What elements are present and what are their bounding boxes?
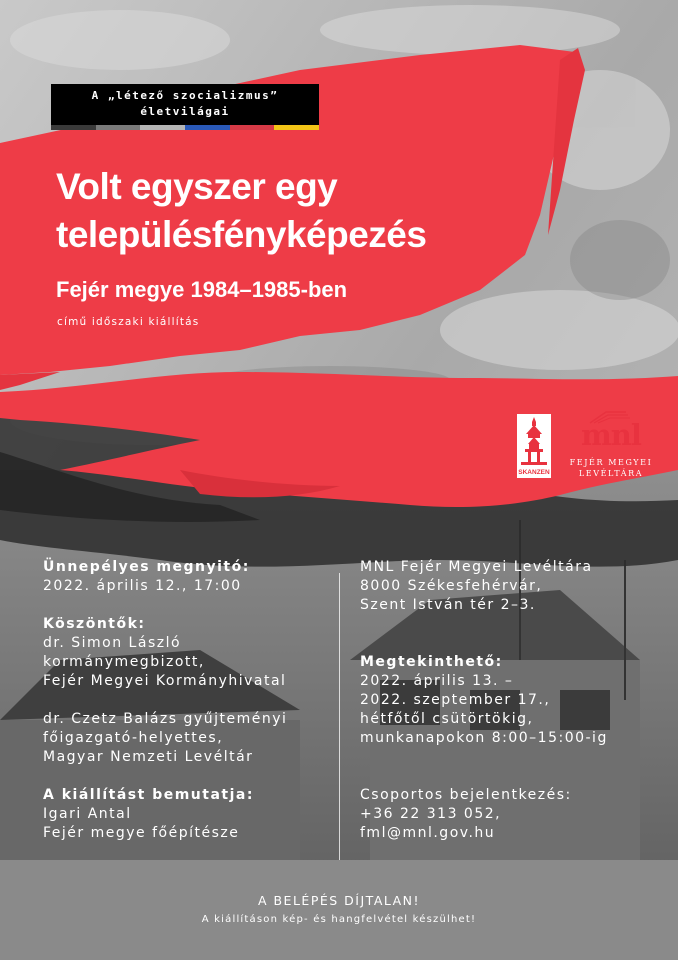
- column-divider: [339, 573, 340, 860]
- presenter-heading: A kiállítást bemutatja:: [43, 787, 254, 803]
- greeter1-line: Fejér Megyei Kormányhivatal: [43, 673, 287, 689]
- series-badge-line2: életvilágai: [140, 105, 230, 118]
- mnl-sub-line1: FEJÉR MEGYEI: [569, 458, 653, 467]
- venue-line: 8000 Székesfehérvár,: [360, 578, 543, 594]
- right-info-column: [360, 558, 670, 843]
- mnl-mark: mnl: [581, 418, 641, 452]
- presenter-line: Fejér megye főépítésze: [43, 825, 240, 841]
- venue-block: [360, 558, 670, 615]
- venue-line: Szent István tér 2–3.: [360, 597, 536, 613]
- mnl-sub-line2: LEVÉLTÁRA: [578, 469, 644, 478]
- series-badge-text: [51, 88, 319, 120]
- greeter2-line: Magyar Nemzeti Levéltár: [43, 749, 254, 765]
- stripe-2: [96, 125, 141, 130]
- stripe-3: [140, 125, 185, 130]
- skanzen-logo: [517, 414, 551, 478]
- subtitle: Fejér megye 1984–1985-ben: [56, 277, 348, 302]
- venue-line: MNL Fejér Megyei Levéltára: [360, 559, 593, 575]
- opening-block: [43, 558, 343, 596]
- series-badge: [51, 84, 319, 130]
- series-badge-stripes: [51, 125, 319, 130]
- mnl-logo: [566, 410, 656, 482]
- group-email: fml@mnl.gov.hu: [360, 825, 496, 841]
- opening-date: 2022. április 12., 17:00: [43, 578, 242, 594]
- greeter1-line: kormánymegbizott,: [43, 654, 205, 670]
- viewable-block: [360, 653, 670, 748]
- title-line1: Volt egyszer egy: [56, 166, 338, 207]
- viewable-line: hétfőtől csütörtökig,: [360, 711, 534, 727]
- viewable-line: 2022. április 13. –: [360, 673, 514, 689]
- opening-heading: Ünnepélyes megnyitó:: [43, 559, 250, 575]
- series-badge-line1: A „létező szocializmus”: [91, 89, 279, 102]
- presenter-line: Igari Antal: [43, 806, 132, 822]
- free-entry-notice: A BELÉPÉS DÍJTALAN!: [257, 893, 421, 908]
- stripe-4: [185, 125, 230, 130]
- group-heading: Csoportos bejelentkezés:: [360, 787, 572, 803]
- title-line2: településfényképezés: [56, 214, 427, 255]
- viewable-heading: Megtekinthető:: [360, 654, 503, 670]
- greetings-heading: Köszöntők:: [43, 616, 146, 632]
- viewable-line: munkanapokon 8:00–15:00-ig: [360, 730, 608, 746]
- stripe-6: [274, 125, 319, 130]
- stripe-5: [230, 125, 275, 130]
- tagline: című időszaki kiállítás: [57, 316, 200, 328]
- recording-notice: A kiállításon kép- és hangfelvétel készülhet!: [201, 914, 477, 925]
- presenter-block: [43, 786, 343, 843]
- greetings-block: [43, 615, 343, 767]
- greeter1-line: dr. Simon László: [43, 635, 182, 651]
- skanzen-logo-label: SKANZEN: [518, 469, 550, 476]
- greeter2-line: főigazgató-helyettes,: [43, 730, 224, 746]
- greeter2-line: dr. Czetz Balázs gyűjteményi: [43, 711, 288, 727]
- group-booking-block: [360, 786, 670, 843]
- left-info-column: [43, 558, 343, 843]
- group-phone: +36 22 313 052,: [360, 806, 502, 822]
- viewable-line: 2022. szeptember 17.,: [360, 692, 551, 708]
- stripe-1: [51, 125, 96, 130]
